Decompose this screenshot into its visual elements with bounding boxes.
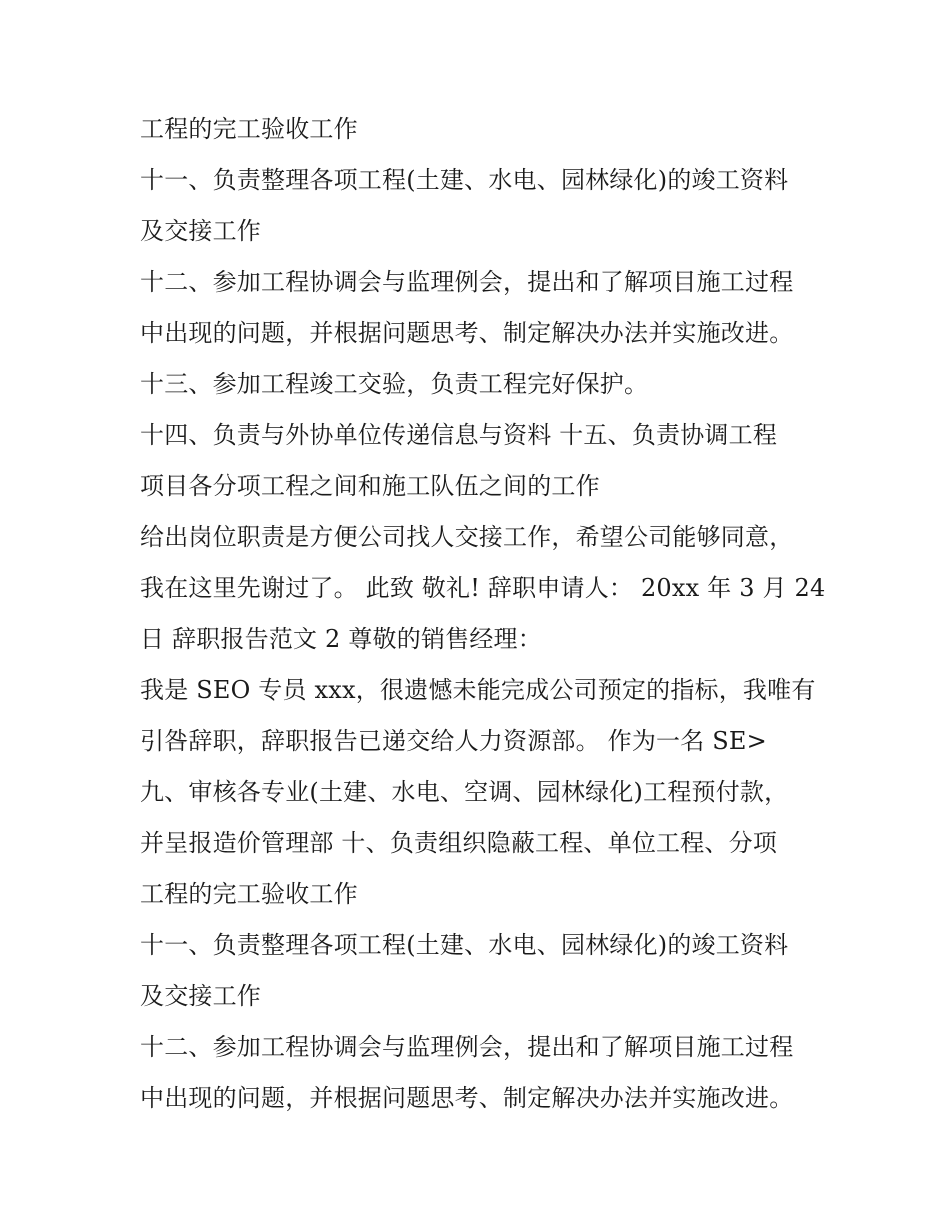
text-line: 给出岗位职责是方便公司找人交接工作，希望公司能够同意， (140, 523, 794, 551)
text-line: 引咎辞职，辞职报告已递交给人力资源部。 作为一名 SE> (140, 727, 767, 755)
text-line: 日 辞职报告范文 2 尊敬的销售经理： (140, 625, 542, 653)
text-line: 十一、负责整理各项工程(土建、水电、园林绿化)的竣工资料 (140, 166, 789, 194)
text-line: 中出现的问题，并根据问题思考、制定解决办法并实施改进。 (140, 1084, 794, 1112)
text-line: 十四、负责与外协单位传递信息与资料 十五、负责协调工程 (140, 421, 778, 449)
text-line: 项目各分项工程之间和施工队伍之间的工作 (140, 472, 600, 500)
text-line: 我在这里先谢过了。 此致 敬礼! 辞职申请人： 20xx 年 3 月 24 (140, 574, 826, 602)
text-line: 及交接工作 (140, 982, 261, 1010)
text-line: 工程的完工验收工作 (140, 115, 358, 143)
text-line: 十三、参加工程竣工交验，负责工程完好保护。 (140, 370, 649, 398)
text-line: 十二、参加工程协调会与监理例会，提出和了解项目施工过程 (140, 1033, 794, 1061)
text-line: 九、审核各专业(土建、水电、空调、园林绿化)工程预付款， (140, 778, 789, 806)
text-line: 我是 SEO 专员 xxx，很遗憾未能完成公司预定的指标，我唯有 (140, 676, 816, 704)
text-line: 十一、负责整理各项工程(土建、水电、园林绿化)的竣工资料 (140, 931, 789, 959)
text-line: 十二、参加工程协调会与监理例会，提出和了解项目施工过程 (140, 268, 794, 296)
text-line: 及交接工作 (140, 217, 261, 245)
text-line: 并呈报造价管理部 十、负责组织隐蔽工程、单位工程、分项 (140, 829, 778, 857)
text-line: 中出现的问题，并根据问题思考、制定解决办法并实施改进。 (140, 319, 794, 347)
text-line: 工程的完工验收工作 (140, 880, 358, 908)
